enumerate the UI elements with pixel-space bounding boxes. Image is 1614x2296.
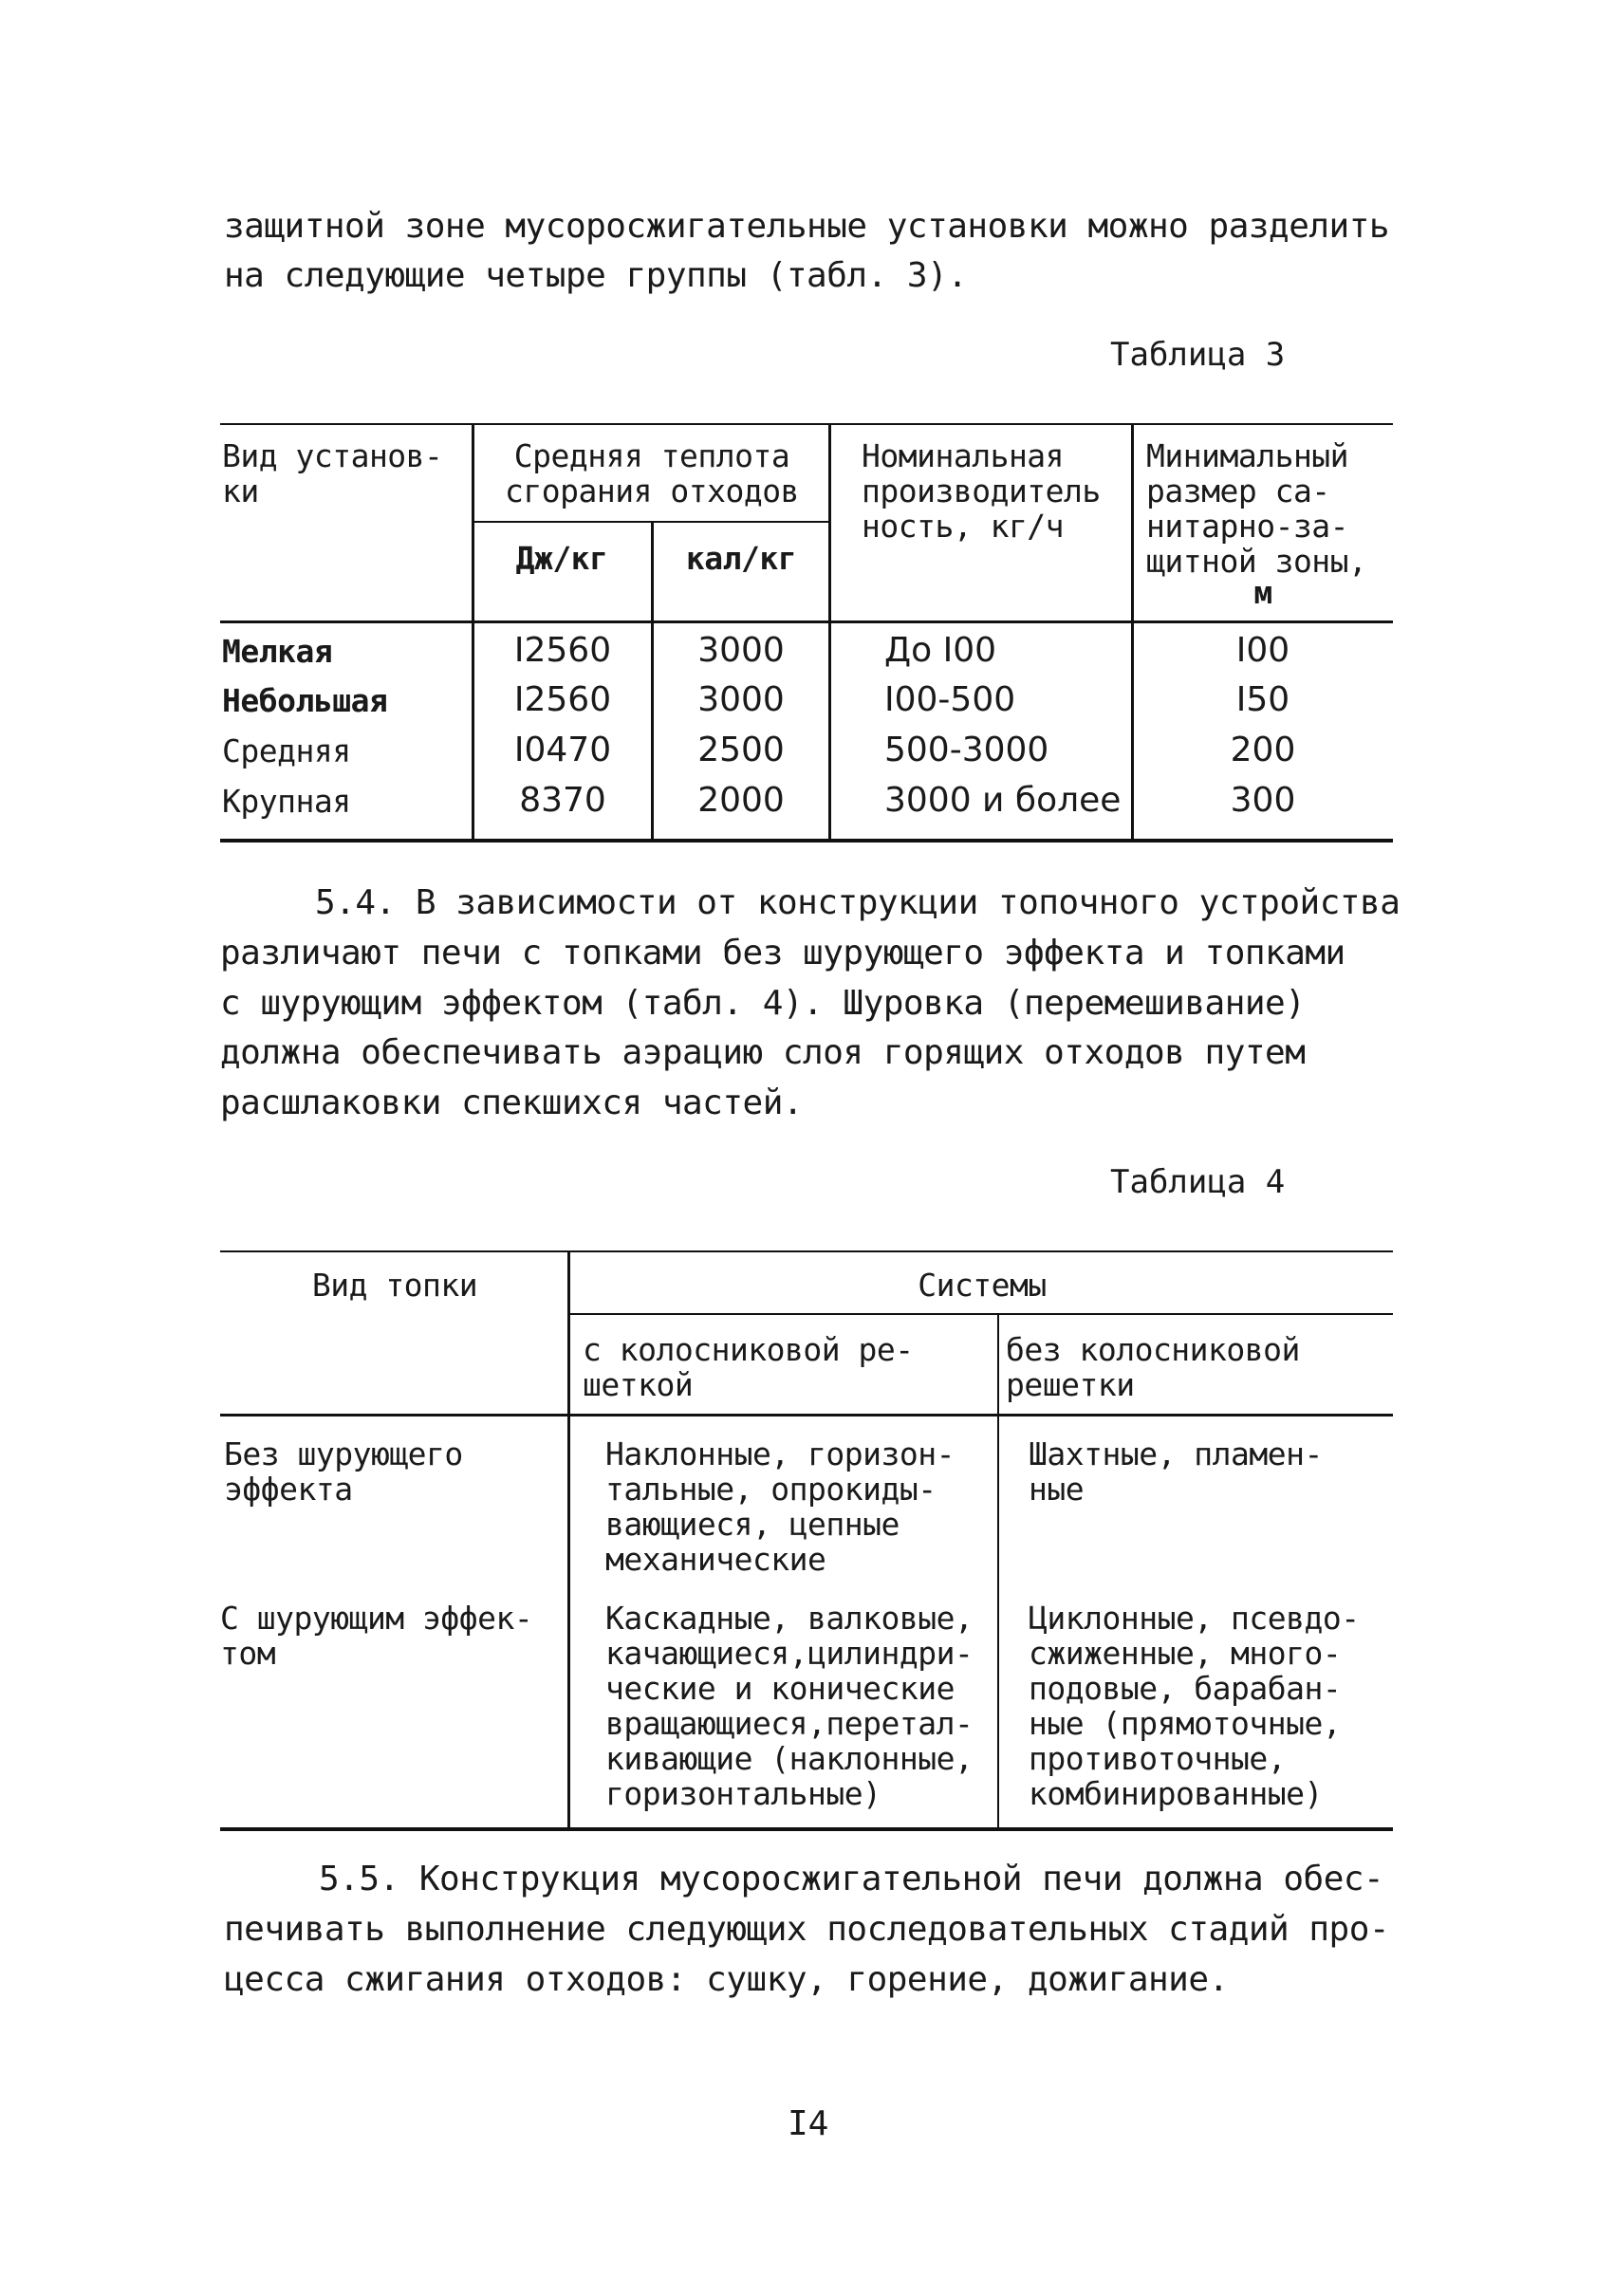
table3-header-zone: Минимальный размер са- нитарно-за- щитной зоны, <box>1146 437 1367 580</box>
table3-header-capacity: Номинальная производитель ность, кг/ч <box>862 437 1101 545</box>
para54-line-3: с шурующим эффектом (табл. 4). Шуровка (перемешивание) <box>220 984 1306 1023</box>
table3-header-zone-unit: м <box>1253 574 1272 611</box>
table4-row-1-type: Без шурующего эффекта <box>224 1435 463 1508</box>
table3-vline-4 <box>1131 423 1134 841</box>
table4-vline-1 <box>567 1250 570 1829</box>
table4-bottom-rule <box>220 1827 1393 1831</box>
para54-line-1: 5.4. В зависимости от конструкции топочного устройства <box>315 883 1401 922</box>
table3-row-1-type: Мелкая <box>222 633 333 670</box>
para54-line-5: расшлаковки спекшихся частей. <box>220 1083 804 1122</box>
table3-row-1-zone: I00 <box>1235 631 1290 670</box>
para54-line-2: различают печи с топками без шурующего эффекта и топками <box>220 934 1345 972</box>
table4-row-1-nograte: Шахтные, пламен- ные <box>1029 1435 1323 1508</box>
table3-row-3-joule: I0470 <box>513 731 612 769</box>
table3-row-4-cal: 2000 <box>697 781 785 820</box>
table3-vline-3 <box>828 423 831 841</box>
table3-header-type: Вид установ- ки <box>222 437 443 509</box>
table3-top-rule <box>220 423 1393 425</box>
table3-row-1-joule: I2560 <box>513 631 612 670</box>
table3-row-3-zone: 200 <box>1230 731 1296 769</box>
table4-header-nograte: без колосниковой решетки <box>1006 1331 1300 1403</box>
table3-header-cal: кал/кг <box>685 540 797 577</box>
table3-caption: Таблица 3 <box>1110 336 1286 374</box>
para55-line-2: печивать выполнение следующих последовательных стадий про- <box>224 1910 1390 1949</box>
table3-row-4-capacity: 3000 и более <box>884 781 1122 820</box>
table4-header-type: Вид топки <box>311 1267 478 1304</box>
para54-line-4: должна обеспечивать аэрацию слоя горящих отходов путем <box>220 1033 1306 1072</box>
intro-line-1: защитной зоне мусоросжигательные установки можно разделить <box>224 207 1390 246</box>
table3-row-2-cal: 3000 <box>697 680 785 719</box>
table3-bottom-rule <box>220 839 1393 842</box>
table3-row-3-capacity: 500-3000 <box>884 731 1049 769</box>
table3-row-1-cal: 3000 <box>697 631 785 670</box>
table4-top-rule <box>220 1250 1393 1252</box>
table3-row-2-type: Небольшая <box>222 682 388 719</box>
table4-header-systems: Системы <box>918 1267 1047 1304</box>
table4-header-grate: с колосниковой ре- шеткой <box>583 1331 914 1403</box>
page-number: I4 <box>788 2104 829 2143</box>
table3-row-2-joule: I2560 <box>513 680 612 719</box>
table3-vline-2 <box>651 523 654 841</box>
table3-row-4-zone: 300 <box>1230 781 1296 820</box>
para55-line-1: 5.5. Конструкция мусоросжигательной печи должна обес- <box>319 1860 1384 1898</box>
table4-row-2-nograte: Циклонные, псевдо- сжиженные, много- подовые, барабан- ные (прямоточные, противоточные, комбинированные) <box>1029 1600 1360 1812</box>
table4-vline-2 <box>997 1315 999 1829</box>
table3-header-joule: Дж/кг <box>515 540 608 577</box>
table4-row-2-type: С шурующим эффек- том <box>220 1600 533 1672</box>
table3-row-4-joule: 8370 <box>519 781 606 820</box>
table4-header-rule <box>220 1414 1393 1416</box>
table3-header-heat: Средняя теплота сгорания отходов <box>505 437 799 509</box>
table3-row-3-cal: 2500 <box>697 731 785 769</box>
table4-row-1-grate: Наклонные, горизон- тальные, опрокиды- вающиеся, цепные механические <box>605 1435 955 1578</box>
table4-row-2-grate: Каскадные, валковые, качающиеся,цилиндри- ческие и конические вращающиеся,перетал- кивающие (наклонные, горизонтальные) <box>605 1600 974 1812</box>
table3-row-2-zone: I50 <box>1235 680 1290 719</box>
table3-row-4-type: Крупная <box>222 783 351 820</box>
table4-systems-rule <box>568 1313 1393 1315</box>
table3-row-3-type: Средняя <box>222 732 351 769</box>
intro-line-2: на следующие четыре группы (табл. 3). <box>224 256 968 295</box>
table3-header-rule <box>220 620 1393 623</box>
table3-row-2-capacity: I00-500 <box>884 680 1016 719</box>
table4-caption: Таблица 4 <box>1110 1163 1286 1201</box>
para55-line-3: цесса сжигания отходов: сушку, горение, дожигание. <box>224 1960 1229 1999</box>
table3-row-1-capacity: До I00 <box>884 631 997 670</box>
